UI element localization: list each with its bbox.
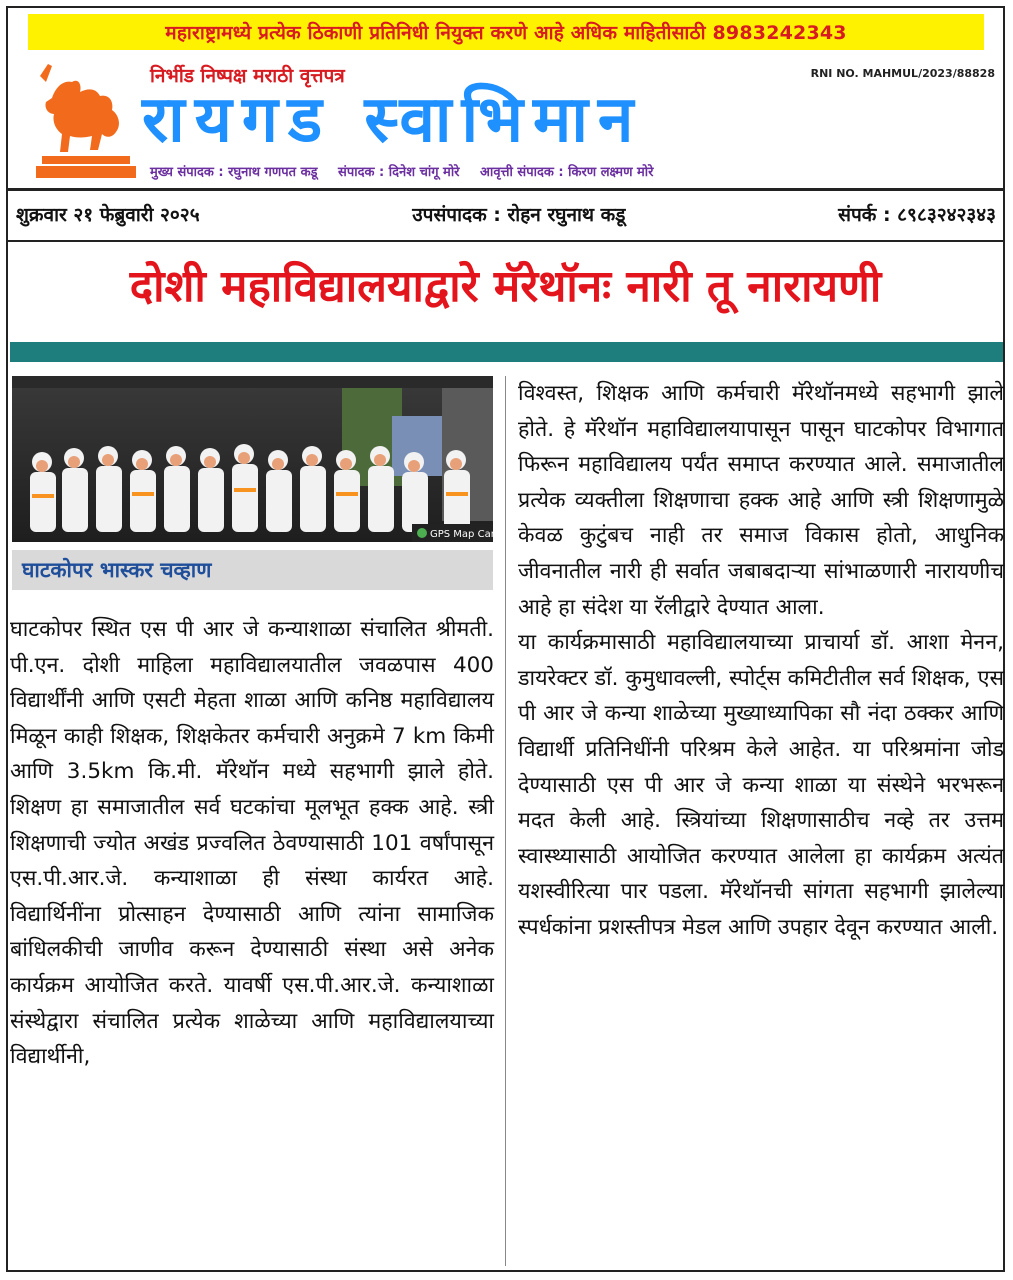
info-rule (8, 240, 1003, 242)
top-banner (28, 14, 984, 50)
contact-number: संपर्क : ८९८३२४२३४३ (838, 204, 996, 226)
sub-editor: उपसंपादक : रोहन रघुनाथ कडू (412, 204, 626, 226)
byline-bar (12, 550, 493, 590)
photo-watermark: GPS Map Cam (430, 529, 501, 540)
newspaper-title: रायगड स्वाभिमान (142, 83, 644, 157)
editor: संपादक : दिनेश चांगू मोरे (338, 165, 460, 180)
article-paragraph: या कार्यक्रमासाठी महाविद्यालयाच्या प्राचार्या डॉ. आशा मेनन, डायरेक्टर डॉ. कुमुधावल्ली, स्पोर्ट्स कमिटीतील सर्व शिक्षक, एस पी आर जे कन्या शाळेच्या मुख्याध्यापिका सौ नंदा ठक्कर आणि विद्यार्थी प्रतिनिधींनी परिश्रम केले आहेत. या परिश्रमांना जोड देण्यासाठी एस पी आर जे कन्या शाळा या संस्थेने भरभरून मदत केली आहे. स्त्रियांच्या शिक्षणासाठीच नव्हे तर उत्तम स्वास्थ्यासाठी आयोजित करण्यात आलेला हा कार्यक्रम अत्यंत यशस्वीरित्या पार पडला. मॅरेथॉनची सांगता सहभागी झालेल्या स्पर्धकांना प्रशस्तीपत्र मेडल आणि उपहार देवून करण्यात आली. (518, 630, 1004, 940)
byline-text: घाटकोपर भास्कर चव्हाण (22, 558, 212, 582)
marathon-group-photo (12, 376, 501, 542)
article-paragraph: घाटकोपर स्थित एस पी आर जे कन्याशाळा संचालित श्रीमती. पी.एन. दोशी माहिला महाविद्यालयातील जवळपास 400 विद्यार्थींनी आणि एसटी मेहता शाळा आणि कनिष्ठ महाविद्यालय मिळून काही शिक्षक, शिक्षकेतर कर्मचारी अनुक्रमे 7 km किमी आणि 3.5km कि.मी. मॅरेथॉन मध्ये सहभागी झाले होते. शिक्षण हा समाजातील सर्व घटकांचा मूलभूत हक्क आहे. स्त्री शिक्षणाची ज्योत अखंड प्रज्वलित ठेवण्यासाठी 101 वर्षांपासून एस.पी.आर.जे. कन्याशाळा ही संस्था कार्यरत आहे. विद्यार्थिनींना प्रोत्साहन देण्यासाठी आणि त्यांना सामाजिक बांधिलकीची जाणीव करून देण्यासाठी संस्था असे अनेक कार्यक्रम आयोजित करते. यावर्षी एस.पी.आर.जे. कन्याशाळा संस्थेद्वारा संचालित प्रत्येक शाळेच्या आणि महाविद्यालयाच्या विद्यार्थीनी, (10, 617, 494, 1070)
article-column-2 (518, 376, 1004, 946)
top-banner-text: महाराष्ट्रामध्ये प्रत्येक ठिकाणी प्रतिनिधी नियुक्त करणे आहे अधिक माहितीसाठी 8983242343 (165, 22, 847, 44)
warrior-horse-statue-logo (22, 58, 142, 186)
editor-credits (150, 162, 1000, 180)
article-paragraph: विश्वस्त, शिक्षक आणि कर्मचारी मॅरेथॉनमध्ये सहभागी झाले होते. हे मॅरेथॉन महाविद्यालयापासून पासून घाटकोपर विभागात फिरून महाविद्यालय पर्यंत समाप्त करण्यात आले. समाजातील प्रत्येक व्यक्तीला शिक्षणाचा हक्क आहे आणि स्त्री शिक्षणामुळे केवळ कुटुंबच नाही तर समाज विकास होतो, आधुनिक जीवनातील नारी ही सर्वात जबाबदाऱ्या सांभाळणारी नारायणीच आहे हा संदेश या रॅलीद्वारे देण्यात आला. (518, 381, 1004, 620)
issue-date: शुक्रवार २१ फेब्रुवारी २०२५ (16, 204, 200, 226)
info-bar (16, 196, 996, 232)
masthead-rule (8, 188, 1003, 191)
column-separator (505, 376, 506, 1266)
edition-editor: आवृत्ती संपादक : किरण लक्ष्मण मोरे (480, 165, 654, 180)
masthead-tagline: निर्भीड निष्पक्ष मराठी वृत्तपत्र (150, 65, 345, 87)
article-column-1 (10, 612, 494, 1075)
rni-number: RNI NO. MAHMUL/2023/88828 (810, 67, 995, 80)
chief-editor: मुख्य संपादक : रघुनाथ गणपत कडू (150, 165, 318, 180)
article-headline: दोशी महाविद्यालयाद्वारे मॅरेथॉनः नारी तू नारायणी (129, 261, 882, 312)
headline-divider-band (10, 342, 1003, 362)
